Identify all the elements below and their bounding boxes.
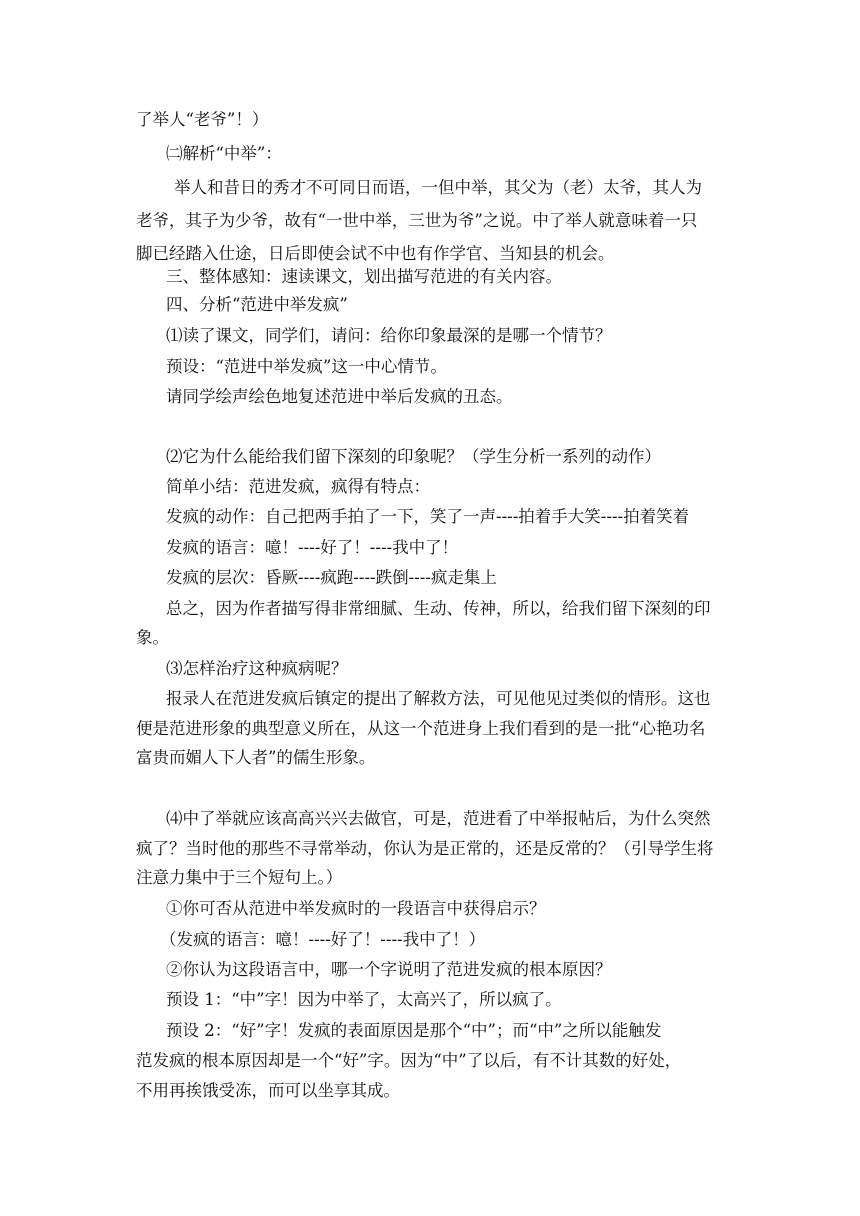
section-heading: 四、分析“范进中举发疯” xyxy=(166,295,348,314)
text-line: ⑶怎样治疗这种疯病呢？ xyxy=(166,659,348,678)
text-line: 预设 2：“好”字！发疯的表面原因是那个“中”；而“中”之所以能触发 xyxy=(166,1021,662,1040)
text-line: 预设 1：“中”字！因为中举了，太高兴了，所以疯了。 xyxy=(166,990,562,1009)
text-line: 范发疯的根本原因却是一个“好”字。因为“中”了以后，有不计其数的好处， xyxy=(136,1051,682,1070)
text-line: 请同学绘声绘色地复述范进中举后发疯的丑态。 xyxy=(166,387,513,406)
section-heading: 三、整体感知：速读课文，划出描写范进的有关内容。 xyxy=(166,267,562,286)
text-line: 举人和昔日的秀才不可同日而语，一但中举，其父为（老）太爷，其人为 xyxy=(174,178,702,197)
text-line: ②你认为这段语言中，哪一个字说明了范进发疯的根本原因？ xyxy=(166,960,612,979)
text-line: 简单小结：范进发疯，疯得有特点： xyxy=(166,477,430,496)
text-line: ⑵它为什么能给我们留下深刻的印象呢？（学生分析一系列的动作） xyxy=(166,447,661,466)
text-line: 疯了？当时他的那些不寻常举动，你认为是正常的，还是反常的？（引导学生将 xyxy=(136,839,714,858)
text-line: 富贵而媚人下人者”的儒生形象。 xyxy=(136,748,376,767)
text-line: 注意力集中于三个短句上。） xyxy=(136,868,343,887)
text-line: 象。 xyxy=(136,628,169,647)
text-line: 便是范进形象的典型意义所在，从这一个范进身上我们看到的是一批“心艳功名 xyxy=(136,719,706,738)
text-line: 发疯的动作：自己把两手拍了一下，笑了一声----拍着手大笑----拍着笑着 xyxy=(166,507,690,526)
text-line: 老爷，其子为少爷，故有“一世中举，三世为爷”之说。中了举人就意味着一只 xyxy=(136,211,698,230)
section-heading: ㈡解析“中举”： xyxy=(166,144,282,163)
text-line: （发疯的语言：噫！----好了！----我中了！） xyxy=(160,930,486,949)
text-line: 发疯的层次：昏厥----疯跑----跌倒----疯走集上 xyxy=(166,568,497,587)
text-line: 发疯的语言：噫！----好了！----我中了！ xyxy=(166,538,459,557)
text-line: ⑷中了举就应该高高兴兴去做官，可是，范进看了中举报帖后，为什么突然 xyxy=(166,809,711,828)
text-line: 脚已经踏入仕途，日后即使会试不中也有作学官、当知县的机会。 xyxy=(136,244,615,263)
text-line: ⑴读了课文，同学们，请问：给你印象最深的是哪一个情节？ xyxy=(166,326,612,345)
text-line: 报录人在范进发疯后镇定的提出了解救方法，可见他见过类似的情形。这也 xyxy=(166,689,711,708)
text-line: ①你可否从范进中举发疯时的一段语言中获得启示？ xyxy=(166,899,546,918)
text-line: 了举人“老爷”！） xyxy=(136,110,269,129)
text-line: 总之，因为作者描写得非常细腻、生动、传神，所以，给我们留下深刻的印 xyxy=(166,599,711,618)
text-line: 预设：“范进中举发疯”这一中心情节。 xyxy=(166,357,447,376)
text-line: 不用再挨饿受冻，而可以坐享其成。 xyxy=(136,1081,400,1100)
